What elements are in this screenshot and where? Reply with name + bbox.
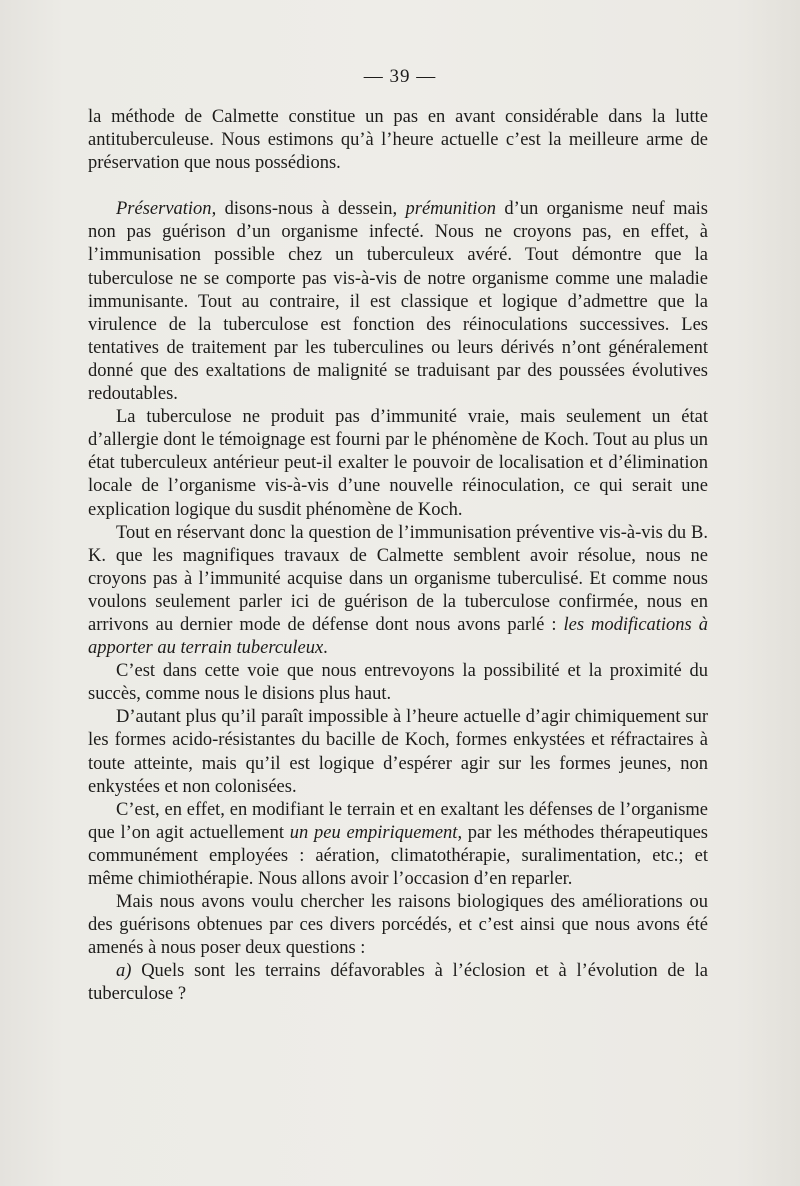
paragraph-4-text-b: . [323, 638, 328, 659]
italic-preservation: Préservation [116, 199, 212, 220]
paragraph-9 [88, 960, 708, 1006]
paragraph-2 [88, 198, 708, 406]
italic-premunition: prémunition [405, 199, 496, 220]
paragraph-3: La tuberculose ne produit pas d’immunité vraie, mais seulement un état d’allergie dont le témoignage est fourni par le phénomène de Koch. Tout au plus un état tuberculeux antérieur peut-il exalter le pouvoir de localisation et d’élimination locale de l’organisme vis-à-vis d’une nouvelle réinoculation, ce qui serait une explication logique du susdit phénomène de Koch. [88, 407, 708, 520]
paragraph-7-text-b: , par les méthodes thérapeutiques communément employées : aération, climatothérapie, suralimentation, etc.; et même chimiothérapie. Nous allons avoir l’occasion d’en reparler. [88, 822, 708, 889]
paragraph-7-text-a: C’est, en effet, en modifiant le terrain et en exaltant les défenses de l’organisme que l’on agit actuellement [88, 799, 708, 843]
paragraph-5: C’est dans cette voie que nous entrevoyons la possibilité et la proximité du succès, comme nous le disions plus haut. [88, 661, 708, 705]
italic-modifications: les modifications à apporter au terrain tuberculeux [88, 614, 708, 659]
paragraph-6: D’autant plus qu’il paraît impossible à l’heure actuelle d’agir chimiquement sur les formes acido-résistantes du bacille de Koch, formes enkystées et réfractaires à toute atteinte, mais qu’il est logique d’espérer agir sur les formes jeunes, non enkystées et non colonisées. [88, 707, 708, 797]
paragraph-1: la méthode de Calmette constitue un pas en avant considérable dans la lutte antituberculeuse. Nous estimons qu’à l’heure actuelle c’est la meilleure arme de préservation que nous possédions. [88, 107, 708, 174]
italic-empiriquement: un peu empiriquement [289, 822, 458, 843]
paragraph-4 [88, 522, 708, 661]
paragraph-2-text-b: d’un organisme neuf mais non pas guérison d’un organisme infecté. Nous ne croyons pas, en effet, à l’immunisation possible chez un tuberculeux avéré. Tout démontre que la tuberculose ne se comporte pas vis-à-vis de notre organisme comme une maladie immunisante. Tout au contraire, il est classique et logique d’admettre que la virulence de la tuberculose est fonction des réinoculations successives. Les tentatives de traitement par les tuberculines ou leurs dérivés n’ont généralement donné que des exaltations de malignité se traduisant par des poussées évolutives redoutables. [88, 199, 709, 405]
list-label-a: a) [116, 961, 132, 982]
paragraph-7 [88, 799, 708, 891]
paragraph-2-text-a: , disons-nous à dessein, [211, 199, 406, 220]
page-number: — 39 — [363, 66, 437, 87]
paragraph-9-text: Quels sont les terrains défavorables à l’éclosion et à l’évolution de la tuberculose ? [88, 961, 708, 1005]
paragraph-4-text-a: Tout en réservant donc la question de l’immunisation préventive vis-à-vis du B. K. que les magnifiques travaux de Calmette semblent avoir résolue, nous ne croyons pas à l’immunité acquise dans un organisme tuberculisé. Et comme nous voulons seulement parler ici de guérison de la tuberculose confirmée, nous en arrivons au dernier mode de défense dont nous avons parlé : [88, 522, 708, 635]
body-text [88, 106, 708, 1007]
paragraph-8: Mais nous avons voulu chercher les raisons biologiques des améliorations ou des guérisons obtenues par ces divers porcédés, et c’est ainsi que nous avons été amenés à nous poser deux questions : [88, 892, 708, 959]
